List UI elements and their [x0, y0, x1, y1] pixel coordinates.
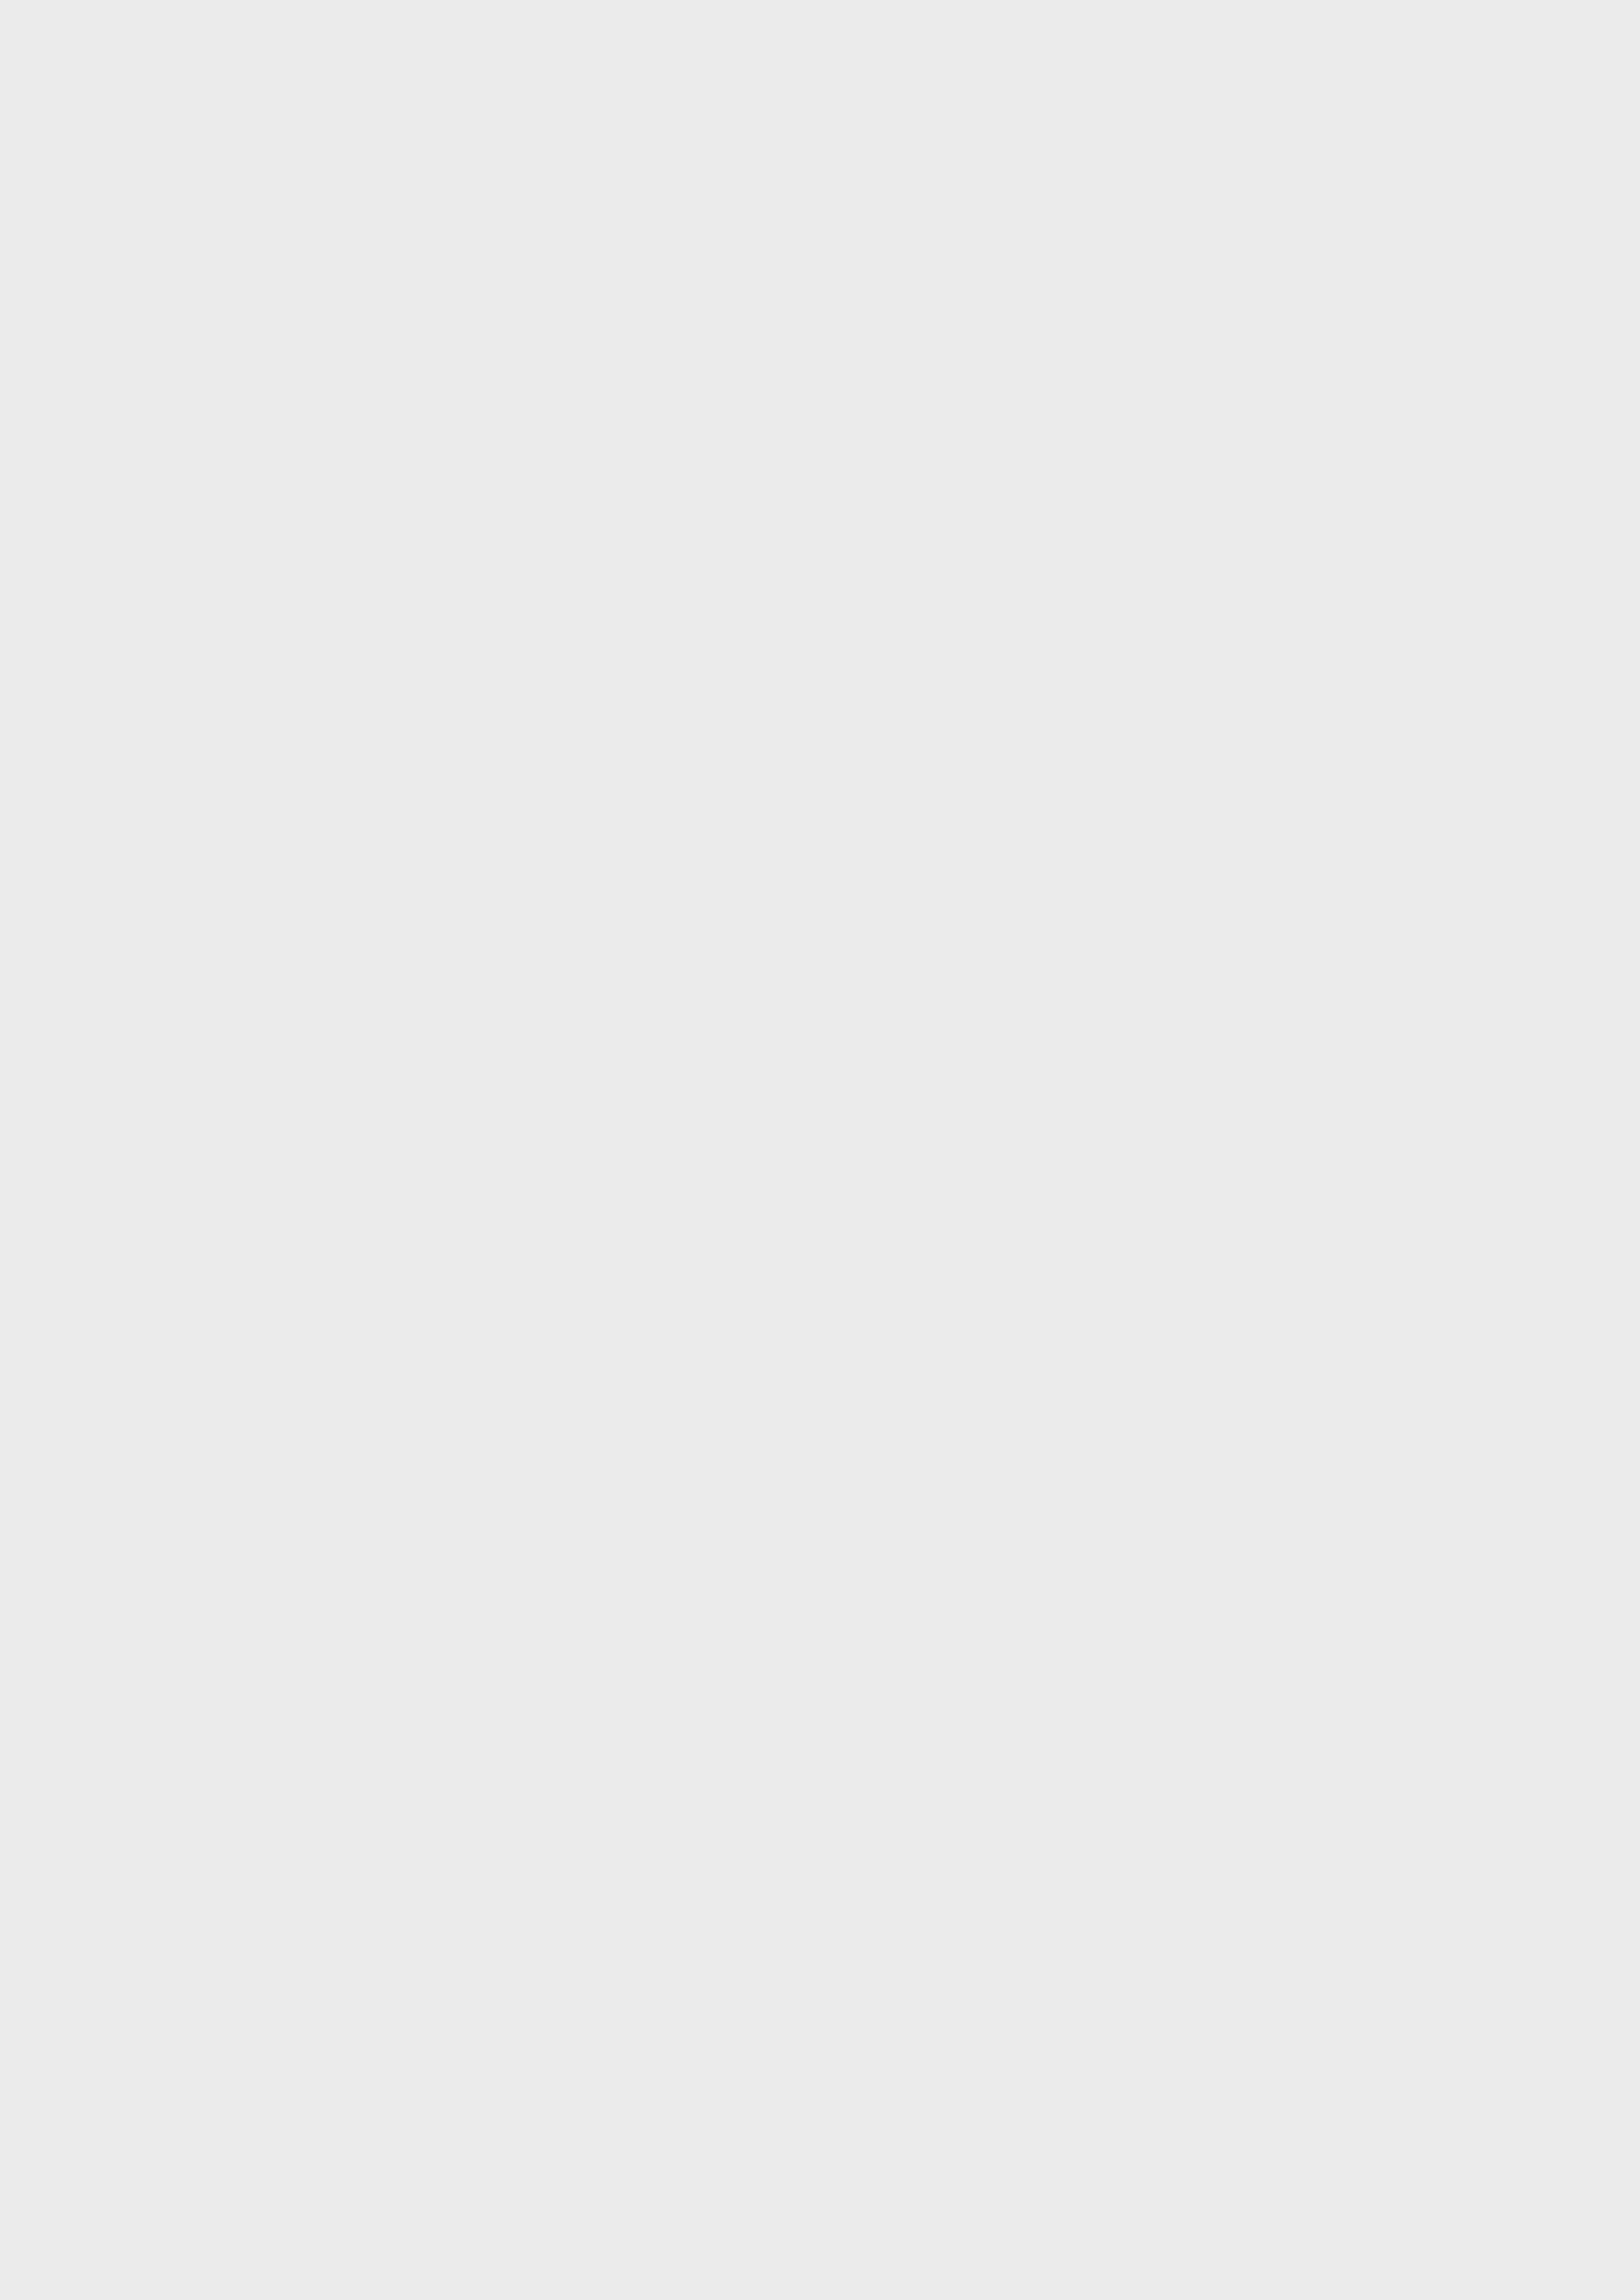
document-body — [117, 222, 1430, 379]
